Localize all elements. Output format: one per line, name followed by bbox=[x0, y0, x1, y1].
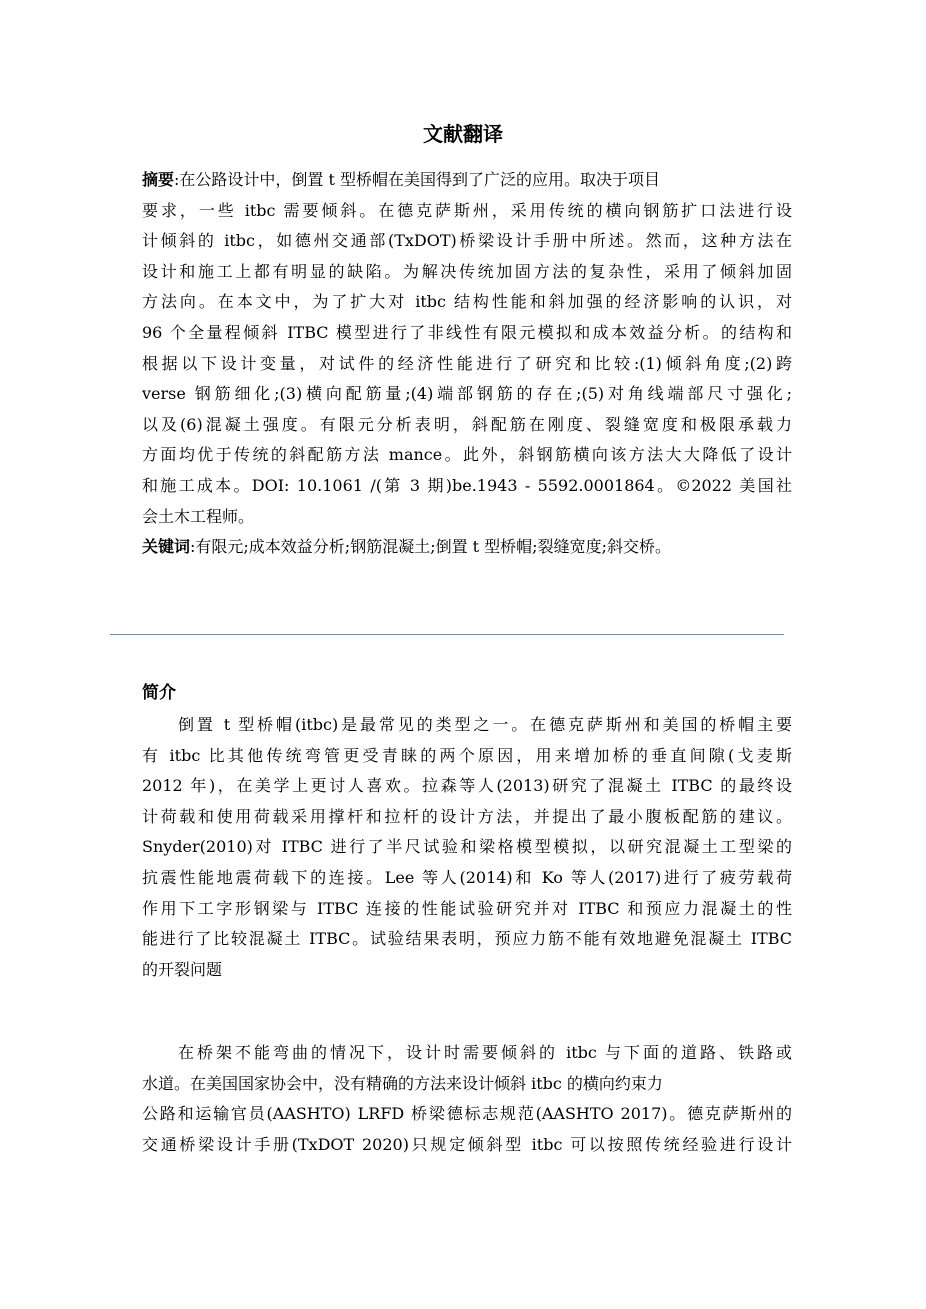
intro-line: 抗震性能地震荷载下的连接。Lee 等人(2014)和 Ko 等人(2017)进行了疲劳载荷 bbox=[142, 867, 792, 887]
intro-line: 作用下工字形钢梁与 ITBC 连接的性能试验研究并对 ITBC 和预应力混凝土的性 bbox=[142, 898, 792, 918]
keywords-label: 关键词 bbox=[142, 537, 191, 557]
abstract-line: verse 钢筋细化;(3)横向配筋量;(4)端部钢筋的存在;(5)对角线端部尺寸强化; bbox=[142, 384, 792, 404]
intro-line: Snyder(2010)对 ITBC 进行了半尺试验和梁格模型模拟，以研究混凝土工型梁的 bbox=[142, 837, 792, 857]
intro-line: 能进行了比较混凝土 ITBC。试验结果表明，预应力筋不能有效地避免混凝土 ITBC bbox=[142, 929, 792, 949]
abstract-line: 要求，一些 itbc 需要倾斜。在德克萨斯州，采用传统的横向钢筋扩口法进行设 bbox=[142, 200, 792, 220]
document-title: 文献翻译 bbox=[423, 122, 503, 146]
intro-line: 水道。在美国国家协会中，没有精确的方法来设计倾斜 itbc 的横向约束力 bbox=[142, 1073, 663, 1093]
intro-heading: 简介 bbox=[142, 683, 176, 703]
section-divider bbox=[110, 634, 784, 635]
keywords-text: :有限元;成本效益分析;钢筋混凝土;倒置 t 型桥帽;裂缝宽度;斜交桥。 bbox=[190, 537, 671, 557]
intro-line: 公路和运输官员(AASHTO) LRFD 桥梁德标志规范(AASHTO 2017)。德克萨斯州的 bbox=[142, 1104, 792, 1124]
abstract-paragraph bbox=[142, 165, 792, 563]
intro-line: 计荷载和使用荷载采用撑杆和拉杆的设计方法，并提出了最小腹板配筋的建议。 bbox=[142, 806, 792, 826]
abstract-line: 以及(6)混凝土强度。有限元分析表明，斜配筋在刚度、裂缝宽度和极限承载力 bbox=[142, 414, 792, 434]
abstract-line: 方面均优于传统的斜配筋方法 mance。此外，斜钢筋横向该方法大大降低了设计 bbox=[142, 445, 792, 465]
abstract-line: 96 个全量程倾斜 ITBC 模型进行了非线性有限元模拟和成本效益分析。的结构和 bbox=[142, 322, 792, 342]
abstract-line: 和施工成本。DOI: 10.1061 /(第 3 期)be.1943 - 5592.0001864。©2022 美国社 bbox=[142, 475, 792, 495]
abstract-line: 摘要:在公路设计中，倒置 t 型桥帽在美国得到了广泛的应用。取决于项目 bbox=[142, 170, 661, 189]
abstract-line: 根据以下设计变量，对试件的经济性能进行了研究和比较:(1)倾斜角度;(2)跨 bbox=[142, 353, 792, 373]
intro-line: 的开裂问题 bbox=[142, 959, 223, 979]
abstract-line: 计倾斜的 itbc，如德州交通部(TxDOT)桥梁设计手册中所述。然而，这种方法在 bbox=[142, 231, 792, 251]
abstract-label: 摘要 bbox=[142, 170, 175, 189]
intro-line: 在桥架不能弯曲的情况下，设计时需要倾斜的 itbc 与下面的道路、铁路或 bbox=[178, 1043, 792, 1062]
abstract-line: 会土木工程师。 bbox=[142, 506, 255, 526]
intro-line: 倒置 t 型桥帽(itbc)是最常见的类型之一。在德克萨斯州和美国的桥帽主要 bbox=[178, 715, 792, 734]
intro-paragraph-2 bbox=[142, 1038, 792, 1160]
abstract-line: 方法向。在本文中，为了扩大对 itbc 结构性能和斜加强的经济影响的认识，对 bbox=[142, 292, 792, 312]
intro-line: 2012 年)，在美学上更讨人喜欢。拉森等人(2013)研究了混凝土 ITBC 的最终设 bbox=[142, 776, 792, 796]
intro-line: 有 itbc 比其他传统弯管更受青睐的两个原因，用来增加桥的垂直间隙(戈麦斯 bbox=[142, 745, 792, 765]
keywords-line bbox=[142, 532, 792, 563]
intro-line: 交通桥梁设计手册(TxDOT 2020)只规定倾斜型 itbc 可以按照传统经验进行设计 bbox=[142, 1134, 792, 1154]
abstract-line: 设计和施工上都有明显的缺陷。为解决传统加固方法的复杂性，采用了倾斜加固 bbox=[142, 261, 792, 281]
intro-paragraph-1 bbox=[142, 710, 792, 985]
